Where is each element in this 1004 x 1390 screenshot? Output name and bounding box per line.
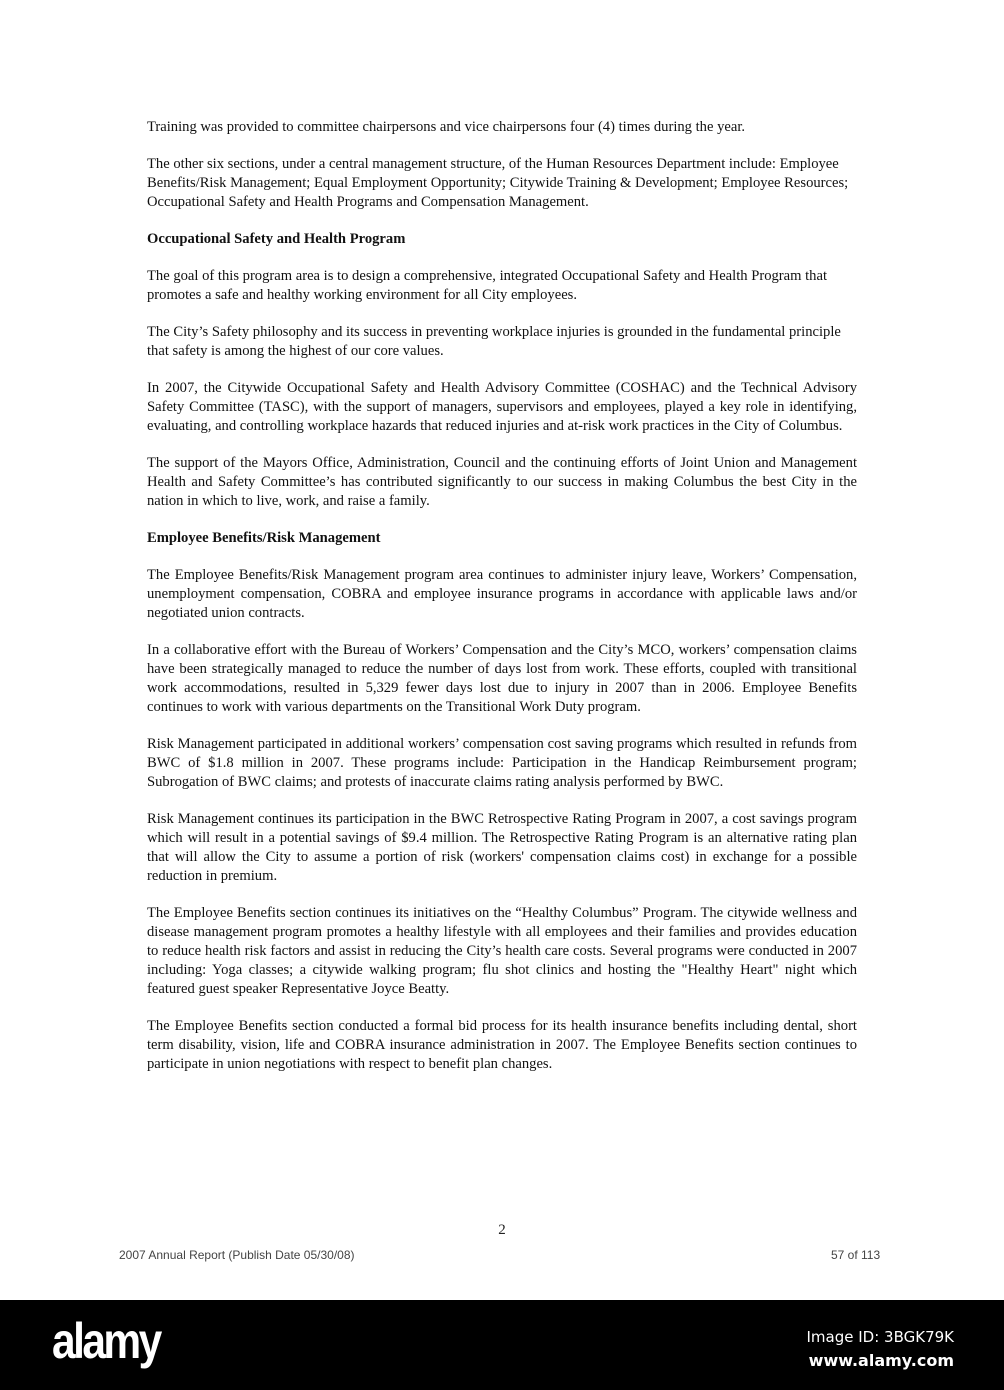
paragraph-philosophy: The City’s Safety philosophy and its success in preventing workplace injuries is grounded in the fundamental principle that safety is among the highest of our core values.	[147, 324, 841, 359]
image-id: Image ID: 3BGK79K	[806, 1328, 954, 1346]
heading-benefits-risk: Employee Benefits/Risk Management	[147, 530, 381, 546]
footer-page-count: 57 of 113	[831, 1248, 881, 1262]
paragraph-training: Training was provided to committee chairpersons and vice chairpersons four (4) times during the year.	[147, 119, 746, 135]
page-number: 2	[498, 1222, 506, 1238]
paragraph-support: The support of the Mayors Office, Administration, Council and the continuing efforts of Joint Union and Management Health and Safety Committee’s has contributed significantly to our success in making Columbus the best City in the nation in which to live, work, and raise a family.	[147, 455, 857, 509]
paragraph-healthy-columbus: The Employee Benefits section continues its initiatives on the “Healthy Columbus” Program. The citywide wellness and disease management program promotes a healthy lifestyle with all employees and their families and provides education to reduce health risk factors and assist in reducing the City’s health care costs. Several programs were conducted in 2007 including: Yoga classes; a citywide walking program; flu shot clinics and hosting the "Healthy Heart" night which featured guest speaker Representative Joyce Beatty.	[147, 905, 857, 997]
paragraph-benefits-admin: The Employee Benefits/Risk Management program area continues to administer injury leave, Workers’ Compensation, unemployment compensation, COBRA and employee insurance programs in accordance with applicable laws and/or negotiated union contracts.	[147, 567, 857, 621]
paragraph-sections: The other six sections, under a central management structure, of the Human Resources Department include: Employee Benefits/Risk Management; Equal Employment Opportunity; Citywide Training & Development; Employee Resources; Occupational Safety and Health Programs and Compensation Management.	[147, 156, 849, 210]
paragraph-retro-rating: Risk Management continues its participation in the BWC Retrospective Rating Program in 2007, a cost savings program which will result in a potential savings of $9.4 million. The Retrospective Rating Program is an alternative rating plan that will allow the City to assume a portion of risk (workers' compensation claims cost) in exchange for a possible reduction in premium.	[147, 811, 857, 884]
paragraph-bwc-collab: In a collaborative effort with the Bureau of Workers’ Compensation and the City’s MCO, workers’ compensation claims have been strategically managed to reduce the number of days lost from work. These efforts, coupled with transitional work accommodations, resulted in 5,329 fewer days lost due to injury in 2007 than in 2006. Employee Benefits continues to work with various departments on the Transitional Work Duty program.	[147, 642, 857, 715]
watermark-url: www.alamy.com	[808, 1351, 954, 1370]
paragraph-refunds: Risk Management participated in additional workers’ compensation cost saving programs which resulted in refunds from BWC of $1.8 million in 2007. These programs include: Participation in the Handicap Reimbursement program; Subrogation of BWC claims; and protests of inaccurate claims rating analysis performed by BWC.	[147, 736, 857, 790]
watermark-bar	[0, 1300, 1004, 1390]
paragraph-goal: The goal of this program area is to design a comprehensive, integrated Occupational Safety and Health Program that promotes a safe and healthy working environment for all City employees.	[147, 268, 828, 303]
document-body	[147, 118, 857, 1092]
alamy-logo: alamy	[52, 1313, 160, 1369]
watermark-info	[807, 1326, 955, 1372]
footer-left: 2007 Annual Report (Publish Date 05/30/08)	[119, 1248, 355, 1262]
paragraph-coshac: In 2007, the Citywide Occupational Safety and Health Advisory Committee (COSHAC) and the Technical Advisory Safety Committee (TASC), with the support of managers, supervisors and employees, played a key role in identifying, evaluating, and controlling workplace hazards that reduced injuries and at-risk work practices in the City of Columbus.	[147, 380, 857, 434]
paragraph-bid-process: The Employee Benefits section conducted a formal bid process for its health insurance benefits including dental, short term disability, vision, life and COBRA insurance administration in 2007. The Employee Benefits section continues to participate in union negotiations with respect to benefit plan changes.	[147, 1018, 857, 1072]
heading-occupational-safety: Occupational Safety and Health Program	[147, 231, 406, 247]
